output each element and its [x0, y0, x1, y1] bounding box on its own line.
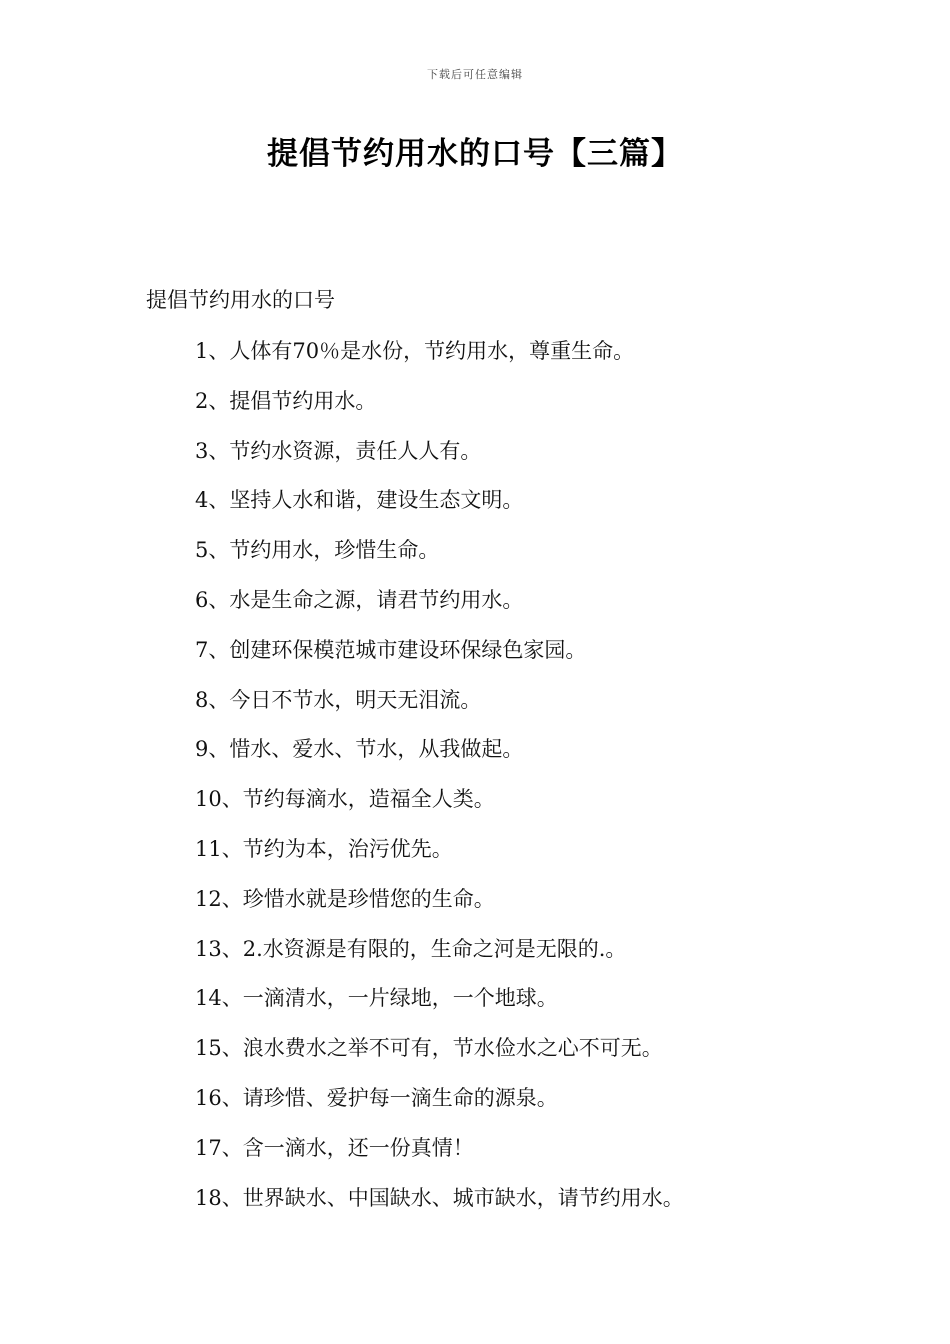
slogan-item: 16、请珍惜、爱护每一滴生命的源泉。	[195, 1085, 558, 1110]
header-note: 下载后可任意编辑	[427, 68, 523, 81]
slogan-item: 7、创建环保模范城市建设环保绿色家园。	[195, 637, 587, 662]
slogan-item: 6、水是生命之源，请君节约用水。	[195, 587, 524, 612]
slogan-item: 11、节约为本，治污优先。	[195, 836, 453, 861]
slogan-item: 13、2.水资源是有限的，生命之河是无限的.。	[195, 936, 627, 961]
document-title: 提倡节约用水的口号【三篇】	[267, 136, 683, 172]
slogan-item: 12、珍惜水就是珍惜您的生命。	[195, 886, 495, 911]
slogan-item: 5、节约用水，珍惜生命。	[195, 538, 440, 563]
slogan-item: 9、惜水、爱水、节水，从我做起。	[195, 737, 524, 762]
slogan-item: 2、提倡节约用水。	[195, 388, 377, 413]
slogan-item: 8、今日不节水，明天无泪流。	[195, 687, 482, 712]
slogan-item: 1、人体有70％是水份，节约用水，尊重生命。	[195, 339, 635, 363]
slogan-item: 14、一滴清水，一片绿地，一个地球。	[195, 986, 558, 1011]
slogan-item: 10、节约每滴水，造福全人类。	[195, 787, 495, 812]
slogan-item: 3、节约水资源，责任人人有。	[195, 438, 482, 463]
slogan-item: 15、浪水费水之举不可有，节水俭水之心不可无。	[195, 1036, 663, 1061]
slogan-item: 4、坚持人水和谐，建设生态文明。	[195, 488, 524, 513]
section-heading: 提倡节约用水的口号	[146, 288, 335, 312]
slogan-item: 18、世界缺水、中国缺水、城市缺水，请节约用水。	[195, 1185, 684, 1210]
slogan-list	[195, 334, 684, 1230]
slogan-item: 17、含一滴水，还一份真情！	[195, 1135, 474, 1160]
